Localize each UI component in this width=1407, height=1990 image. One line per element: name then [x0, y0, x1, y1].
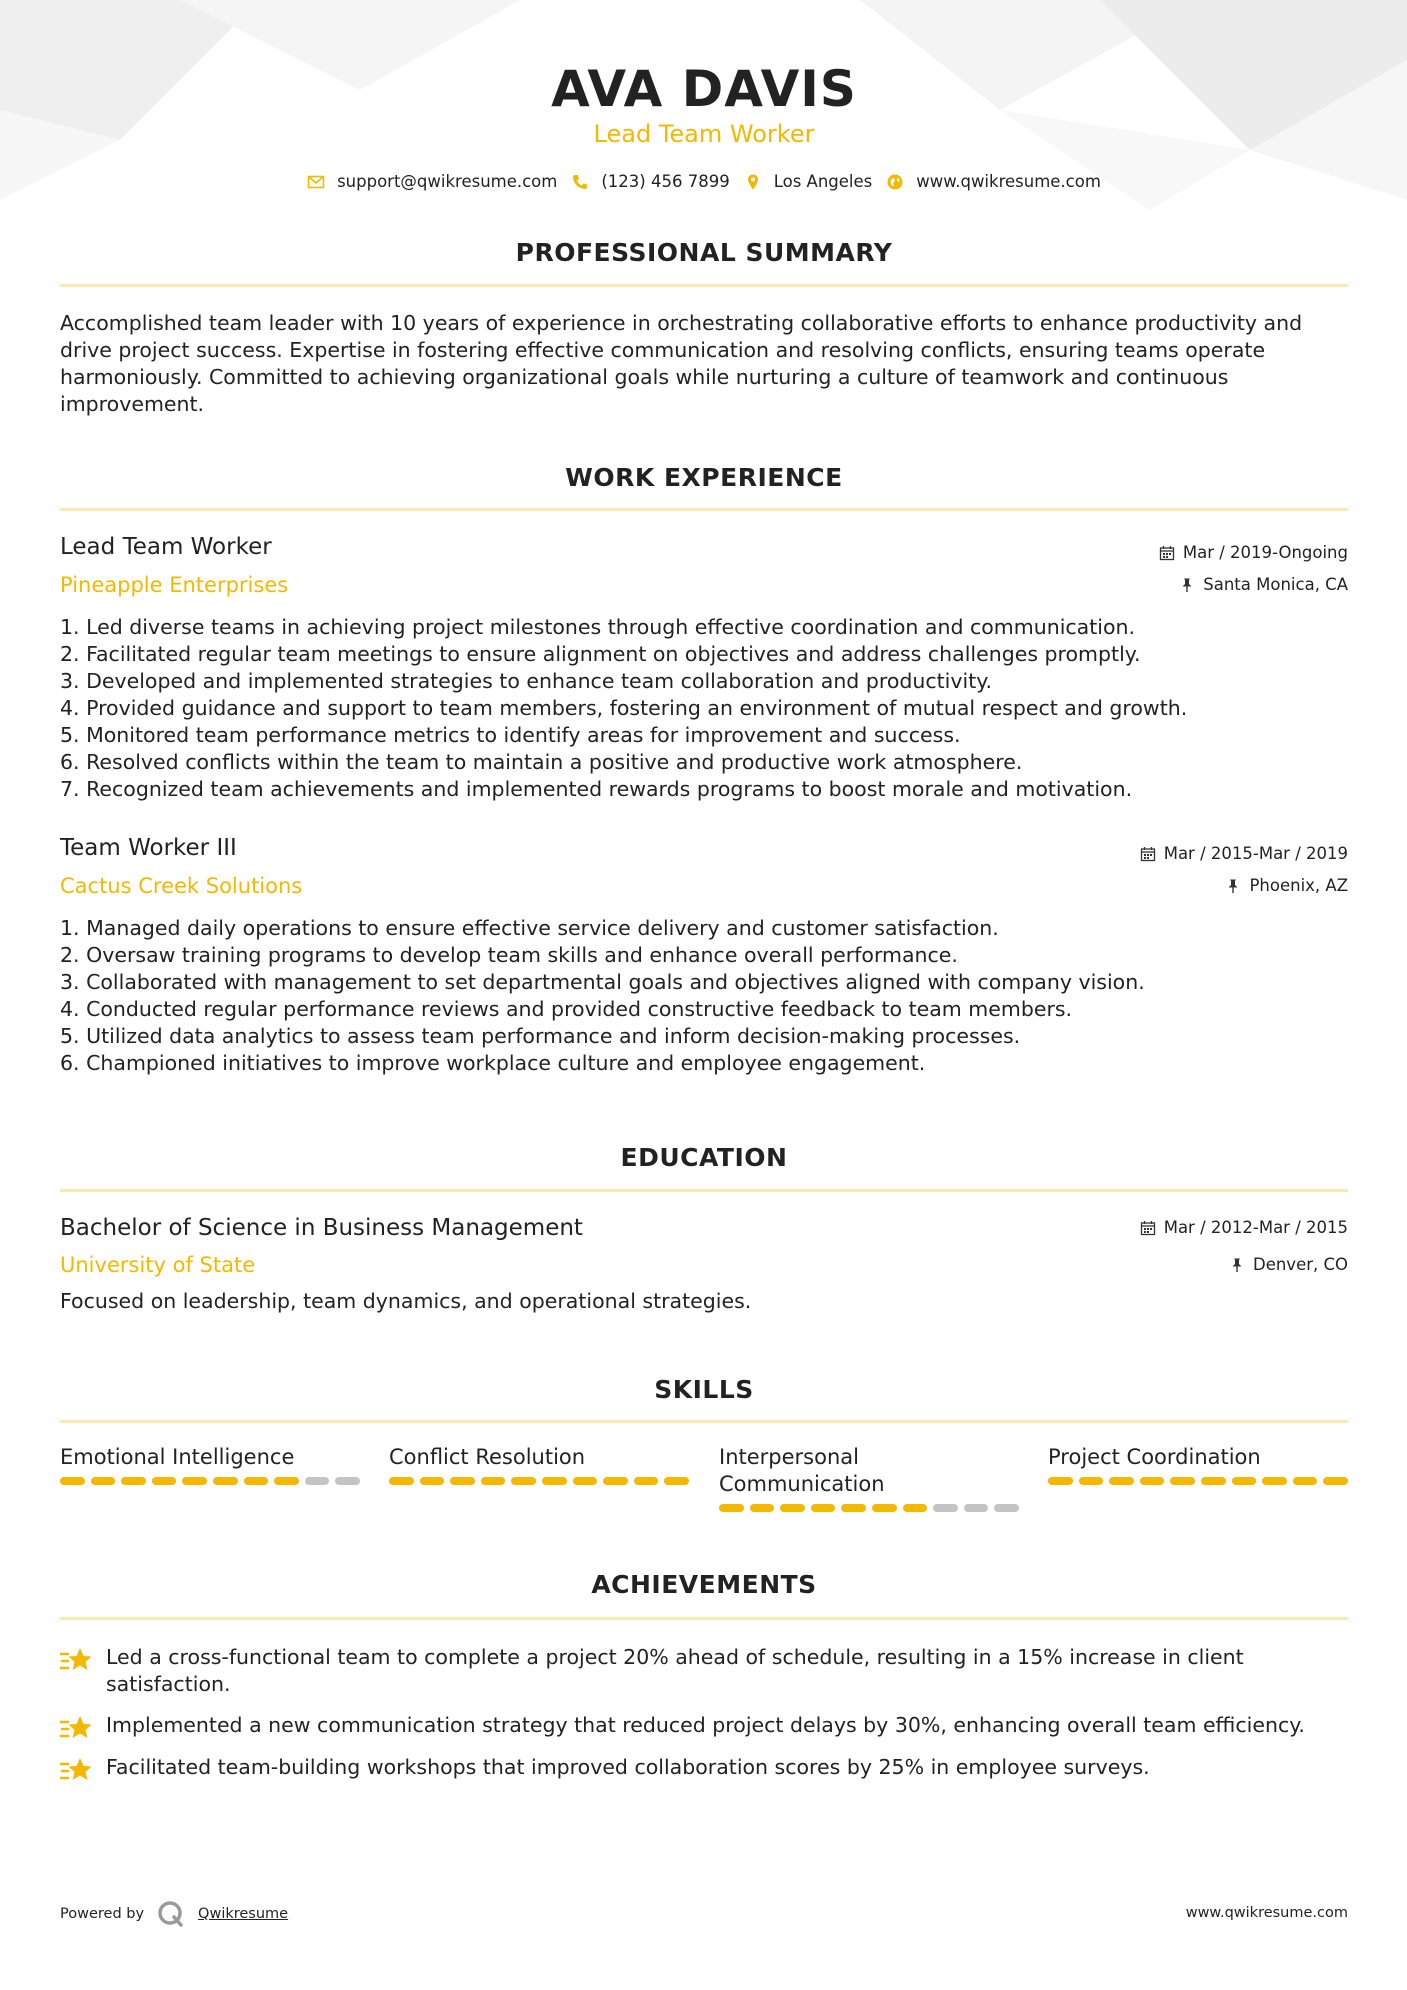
section-divider [60, 1420, 1348, 1423]
skill-item [719, 1444, 1019, 1512]
skill-level-segment [841, 1504, 866, 1512]
list-item: 4. Conducted regular performance reviews and provided constructive feedback to team members. [60, 997, 1073, 1021]
email-text: support@qwikresume.com [337, 172, 558, 191]
phone-icon [571, 173, 589, 191]
section-title-summary: PROFESSIONAL SUMMARY [515, 238, 893, 267]
skill-level-segment [1109, 1477, 1134, 1485]
section-title-education: EDUCATION [620, 1143, 788, 1172]
education-description: Focused on leadership, team dynamics, and operational strategies. [60, 1289, 752, 1313]
skill-item [389, 1444, 689, 1485]
map-marker-icon [744, 173, 762, 191]
skill-rating-bar [1048, 1477, 1348, 1485]
skill-name: Conflict Resolution [389, 1445, 586, 1469]
calendar-icon [1159, 545, 1175, 561]
skill-level-segment [305, 1477, 330, 1485]
job-location [1225, 876, 1348, 895]
contact-website[interactable] [886, 172, 1101, 191]
summary-text: Accomplished team leader with 10 years of experience in orchestrating collaborative efforts to enhance productivity and drive project success. Expertise in fostering effective communication and resolving conflicts, ensuring teams operate harmoniously. Committed to achieving organizational goals while nurturing a culture of teamwork and continuous improvement. [60, 311, 1303, 416]
skill-level-segment [1262, 1477, 1287, 1485]
list-item: 7. Recognized team achievements and implemented rewards programs to boost morale and motivation. [60, 777, 1133, 801]
list-item: 3. Developed and implemented strategies to enhance team collaboration and productivity. [60, 669, 992, 693]
skill-level-segment [664, 1477, 689, 1485]
achievement-text: Led a cross-functional team to complete a project 20% ahead of schedule, resulting in a 15% increase in client satisfaction. [106, 1645, 1244, 1696]
skill-rating-bar [389, 1477, 689, 1485]
achievement-text: Implemented a new communication strategy that reduced project delays by 30%, enhancing overall team efficiency. [106, 1713, 1305, 1737]
skill-level-segment [244, 1477, 269, 1485]
job-company: Pineapple Enterprises [60, 573, 289, 597]
achievement-item [60, 1754, 1348, 1786]
envelope-icon [307, 173, 325, 191]
skill-level-segment [450, 1477, 475, 1485]
skill-level-segment [213, 1477, 238, 1485]
skill-level-segment [780, 1504, 805, 1512]
skill-level-segment [121, 1477, 146, 1485]
skill-level-segment [603, 1477, 628, 1485]
contact-phone[interactable] [571, 172, 729, 191]
candidate-name: AVA DAVIS [551, 60, 857, 118]
job-dates-text: Mar / 2015-Mar / 2019 [1163, 844, 1348, 863]
skill-level-segment [542, 1477, 567, 1485]
achievement-item [60, 1644, 1348, 1698]
education-location [1229, 1255, 1348, 1274]
skill-level-segment [933, 1504, 958, 1512]
pushpin-icon [1225, 878, 1241, 894]
calendar-icon [1140, 1220, 1156, 1236]
contact-bar [60, 172, 1348, 191]
skill-rating-bar [719, 1504, 1019, 1512]
candidate-role: Lead Team Worker [593, 120, 815, 148]
qwikresume-link[interactable]: Qwikresume [198, 1906, 289, 1922]
job-dates [1159, 543, 1348, 562]
job-company: Cactus Creek Solutions [60, 874, 303, 898]
achievement-item [60, 1712, 1348, 1744]
section-title-achievements: ACHIEVEMENTS [591, 1570, 817, 1599]
skill-level-segment [1232, 1477, 1257, 1485]
list-item: 2. Oversaw training programs to develop team skills and enhance overall performance. [60, 943, 958, 967]
footer-website[interactable]: www.qwikresume.com [1185, 1905, 1348, 1921]
list-item: 2. Facilitated regular team meetings to ensure alignment on objectives and address challenges promptly. [60, 642, 1141, 666]
list-item: 5. Monitored team performance metrics to identify areas for improvement and success. [60, 723, 961, 747]
job-dates [1140, 844, 1348, 863]
list-item: 1. Managed daily operations to ensure effective service delivery and customer satisfaction. [60, 916, 999, 940]
qwikresume-logo-icon [156, 1899, 186, 1929]
list-item: 1. Led diverse teams in achieving project milestones through effective coordination and communication. [60, 615, 1136, 639]
education-dates-text: Mar / 2012-Mar / 2015 [1163, 1218, 1348, 1237]
job-location-text: Phoenix, AZ [1249, 876, 1348, 895]
website-text: www.qwikresume.com [916, 172, 1101, 191]
job-dates-text: Mar / 2019-Ongoing [1182, 543, 1348, 562]
skill-level-segment [719, 1504, 744, 1512]
star-icon [60, 1714, 92, 1744]
star-icon [60, 1756, 92, 1786]
skill-level-segment [60, 1477, 85, 1485]
contact-email[interactable] [307, 172, 557, 191]
location-text: Los Angeles [773, 172, 873, 191]
skill-level-segment [182, 1477, 207, 1485]
skill-name: Emotional Intelligence [60, 1445, 295, 1469]
skill-level-segment [274, 1477, 299, 1485]
job-location [1179, 575, 1348, 594]
globe-icon [886, 173, 904, 191]
pushpin-icon [1179, 577, 1195, 593]
contact-location [744, 172, 873, 191]
skill-level-segment [1140, 1477, 1165, 1485]
skill-item [60, 1444, 360, 1485]
skill-level-segment [1323, 1477, 1348, 1485]
achievement-text: Facilitated team-building workshops that improved collaboration scores by 25% in employee surveys. [106, 1755, 1150, 1779]
list-item: 5. Utilized data analytics to assess team performance and inform decision-making processes. [60, 1024, 1021, 1048]
education-school: University of State [60, 1253, 256, 1277]
powered-by-label: Powered by [60, 1906, 145, 1922]
job-responsibilities [60, 915, 1348, 1077]
section-divider [60, 1617, 1348, 1620]
skill-level-segment [1201, 1477, 1226, 1485]
section-title-skills: SKILLS [654, 1375, 754, 1404]
phone-text: (123) 456 7899 [601, 172, 730, 191]
calendar-icon [1140, 846, 1156, 862]
list-item: 6. Championed initiatives to improve workplace culture and employee engagement. [60, 1051, 926, 1075]
skill-name: Interpersonal Communication [719, 1445, 885, 1496]
skill-level-segment [573, 1477, 598, 1485]
skill-rating-bar [60, 1477, 360, 1485]
section-divider [60, 284, 1348, 287]
skill-level-segment [1048, 1477, 1073, 1485]
job-location-text: Santa Monica, CA [1203, 575, 1348, 594]
star-icon [60, 1646, 92, 1676]
section-divider [60, 1189, 1348, 1192]
skill-level-segment [1170, 1477, 1195, 1485]
section-title-experience: WORK EXPERIENCE [565, 463, 843, 492]
list-item: 4. Provided guidance and support to team members, fostering an environment of mutual respect and growth. [60, 696, 1188, 720]
list-item: 3. Collaborated with management to set departmental goals and objectives aligned with company vision. [60, 970, 1145, 994]
skill-level-segment [964, 1504, 989, 1512]
skill-name: Project Coordination [1048, 1445, 1261, 1469]
skill-level-segment [1079, 1477, 1104, 1485]
skill-level-segment [1293, 1477, 1318, 1485]
job-responsibilities [60, 614, 1348, 803]
pushpin-icon [1229, 1257, 1245, 1273]
skill-level-segment [511, 1477, 536, 1485]
education-dates [1140, 1218, 1348, 1237]
skill-item [1048, 1444, 1348, 1485]
section-divider [60, 508, 1348, 511]
education-location-text: Denver, CO [1252, 1255, 1348, 1274]
skill-level-segment [903, 1504, 928, 1512]
skill-level-segment [872, 1504, 897, 1512]
skill-level-segment [811, 1504, 836, 1512]
education-degree: Bachelor of Science in Business Management [60, 1215, 583, 1241]
skill-level-segment [420, 1477, 445, 1485]
list-item: 6. Resolved conflicts within the team to maintain a positive and productive work atmosphere. [60, 750, 1023, 774]
skill-level-segment [750, 1504, 775, 1512]
skill-level-segment [335, 1477, 360, 1485]
skill-level-segment [481, 1477, 506, 1485]
footer-powered-by [60, 1899, 288, 1929]
job-title: Team Worker III [60, 835, 237, 861]
job-title: Lead Team Worker [60, 534, 272, 560]
skill-level-segment [994, 1504, 1019, 1512]
skill-level-segment [634, 1477, 659, 1485]
skill-level-segment [389, 1477, 414, 1485]
skill-level-segment [152, 1477, 177, 1485]
skill-level-segment [91, 1477, 116, 1485]
